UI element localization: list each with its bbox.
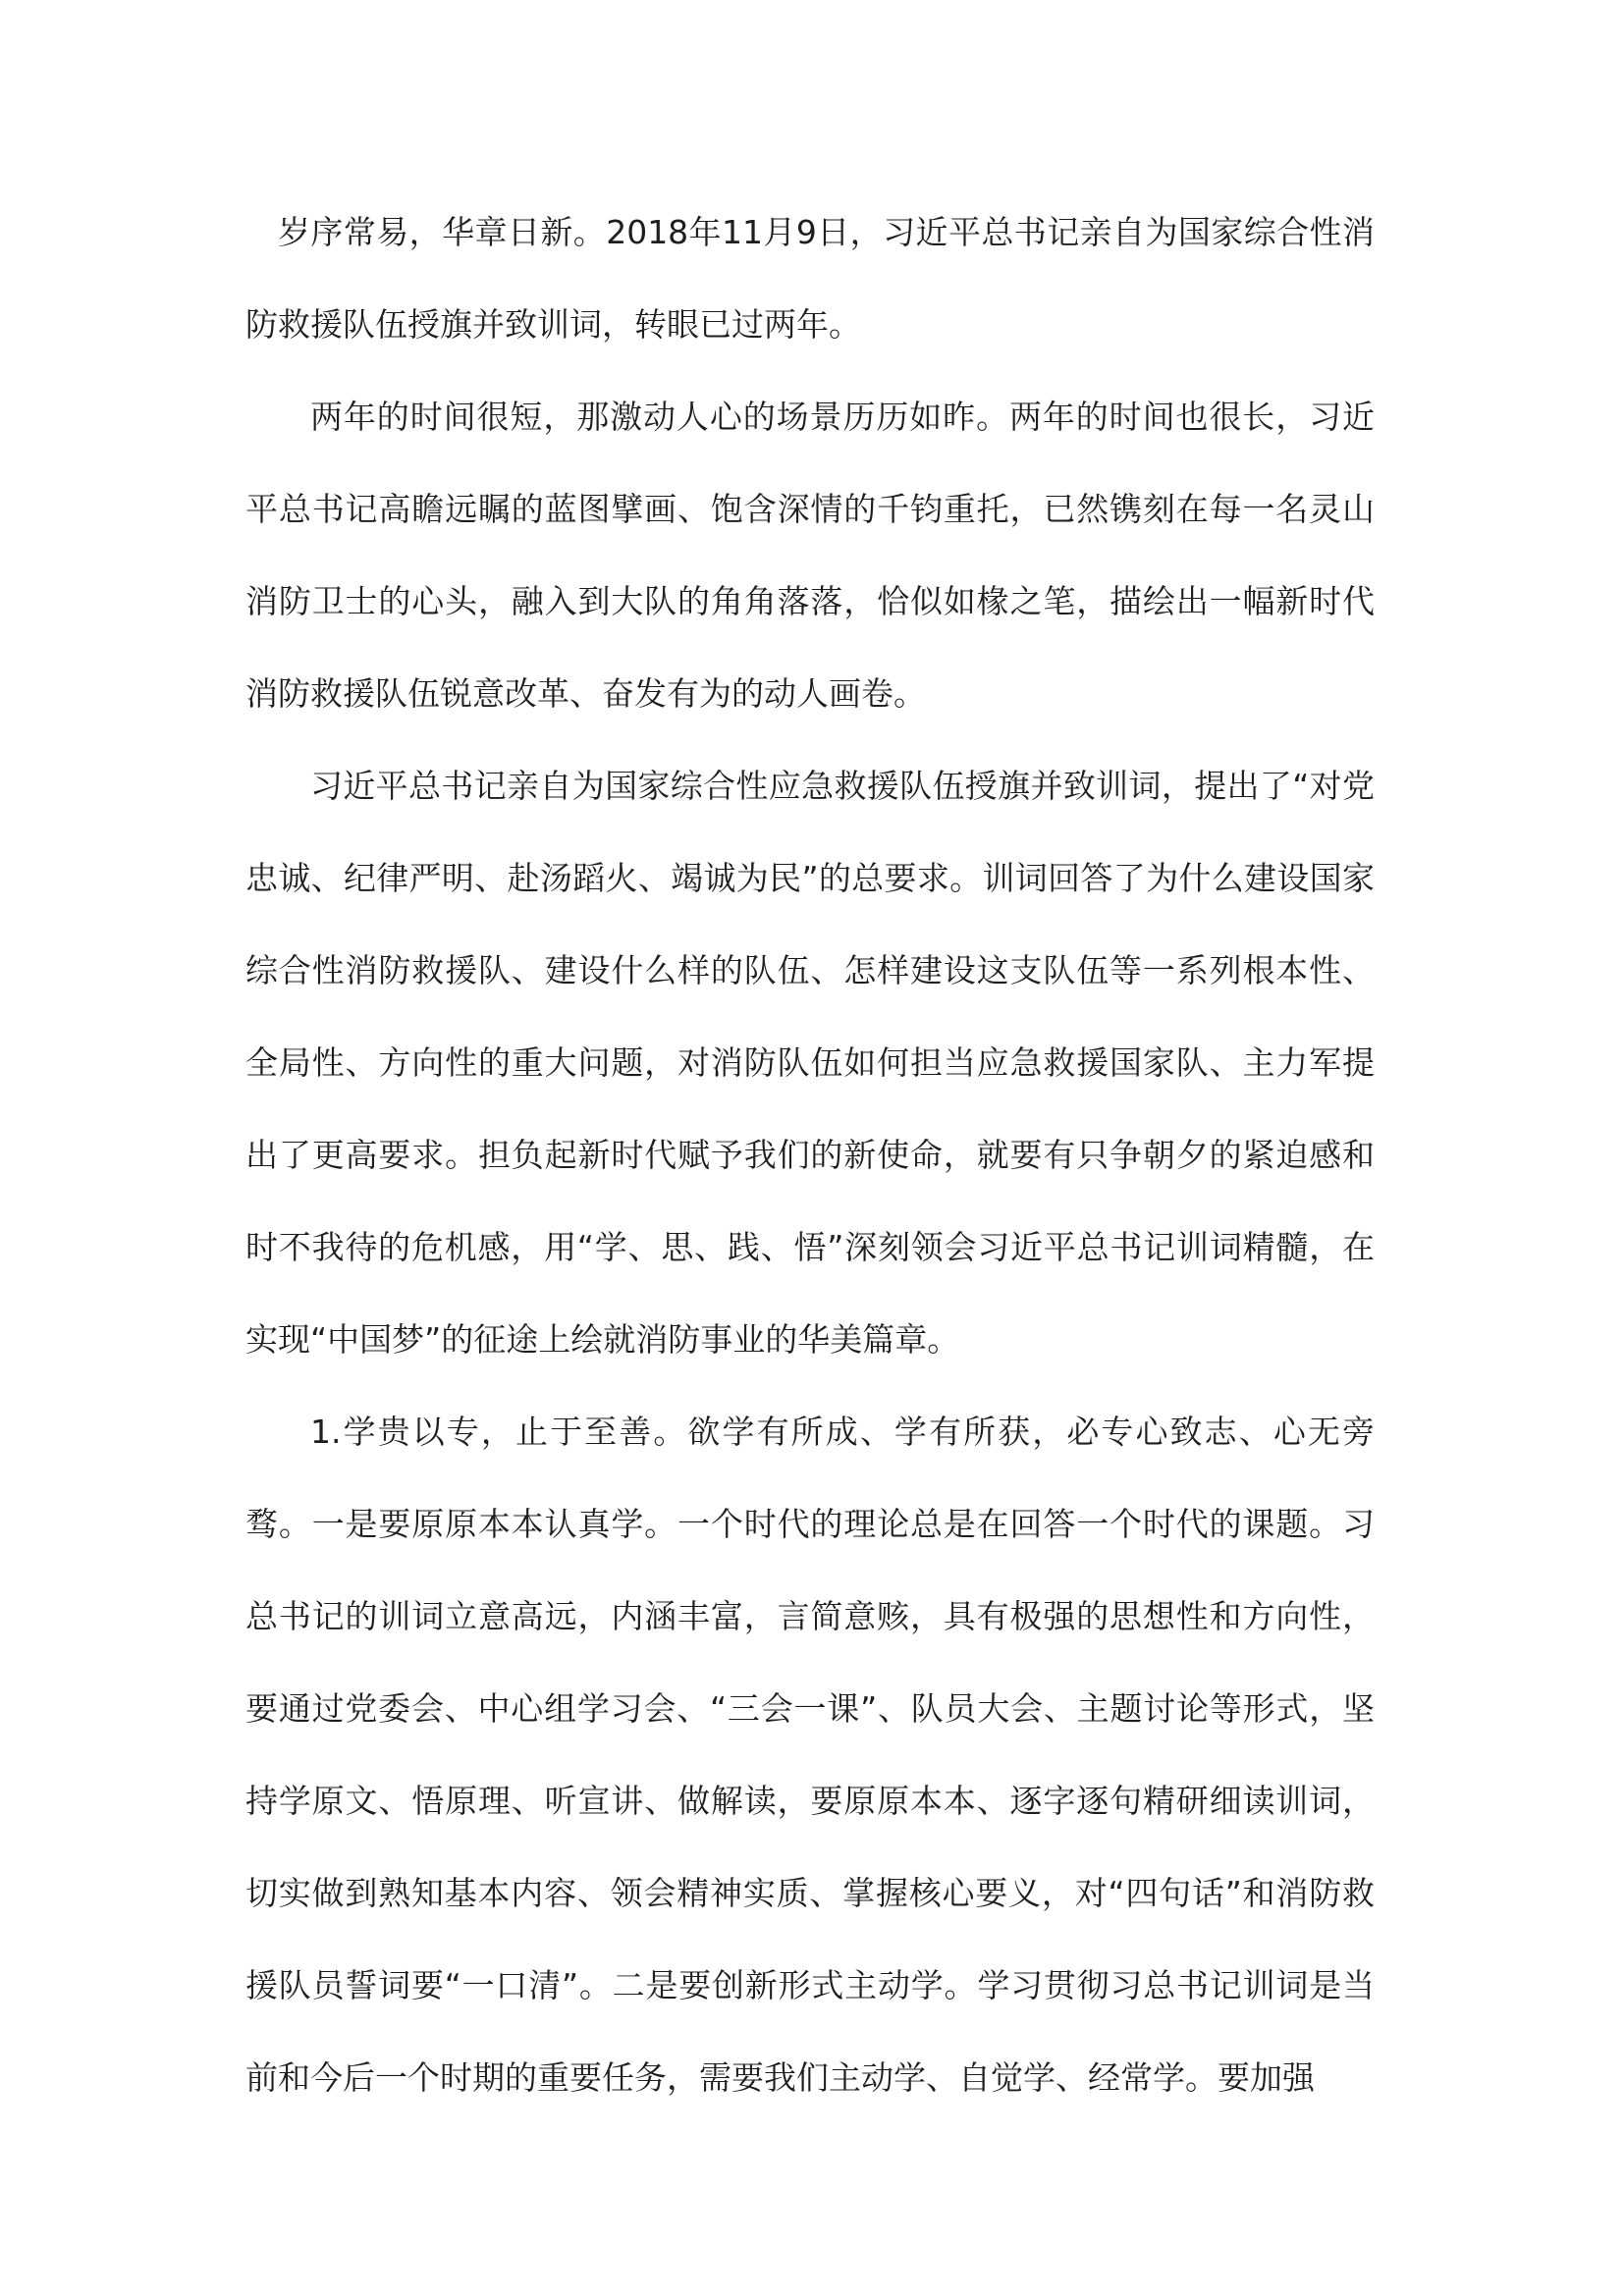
paragraph-study-section-1: 1.学贵以专，止于至善。欲学有所成、学有所获，必专心致志、心无旁骛。一是要原原本本认真学。一个时代的理论总是在回答一个时代的课题。习总书记的训词立意高远，内涵丰富，言简意赅，具有极强的思想性和方向性，要通过党委会、中心组学习会、“三会一课”、队员大会、主题讨论等形式，坚持学原文、悟原理、听宣讲、做解读，要原原本本、逐字逐句精研细读训词，切实做到熟知基本内容、领会精神实质、掌握核心要义，对“四句话”和消防救援队员誓词要“一口清”。二是要创新形式主动学。学习贯彻习总书记训词是当前和今后一个时期的重要任务，需要我们主动学、自觉学、经常学。要加强 [245, 1413, 1375, 2097]
paragraph-general-requirements: 习近平总书记亲自为国家综合性应急救援队伍授旗并致训词，提出了“对党忠诚、纪律严明、赴汤蹈火、竭诚为民”的总要求。训词回答了为什么建设国家综合性消防救援队、建设什么样的队伍、怎样建设这支队伍等一系列根本性、全局性、方向性的重大问题，对消防队伍如何担当应急救援国家队、主力军提出了更高要求。担负起新时代赋予我们的新使命，就要有只争朝夕的紧迫感和时不我待的危机感，用“学、思、践、悟”深刻领会习近平总书记训词精髓，在实现“中国梦”的征途上绘就消防事业的华美篇章。 [245, 767, 1375, 1359]
document-body [245, 187, 1375, 2124]
paragraph-anniversary: 岁序常易，华章日新。2018年11月9日，习近平总书记亲自为国家综合性消防救援队伍授旗并致训词，转眼已过两年。 [245, 213, 1375, 344]
paragraph-two-years: 两年的时间很短，那激动人心的场景历历如昨。两年的时间也很长，习近平总书记高瞻远瞩的蓝图擘画、饱含深情的千钧重托，已然镌刻在每一名灵山消防卫士的心头，融入到大队的角角落落，恰似如椽之笔，描绘出一幅新时代消防救援队伍锐意改革、奋发有为的动人画卷。 [245, 398, 1375, 713]
